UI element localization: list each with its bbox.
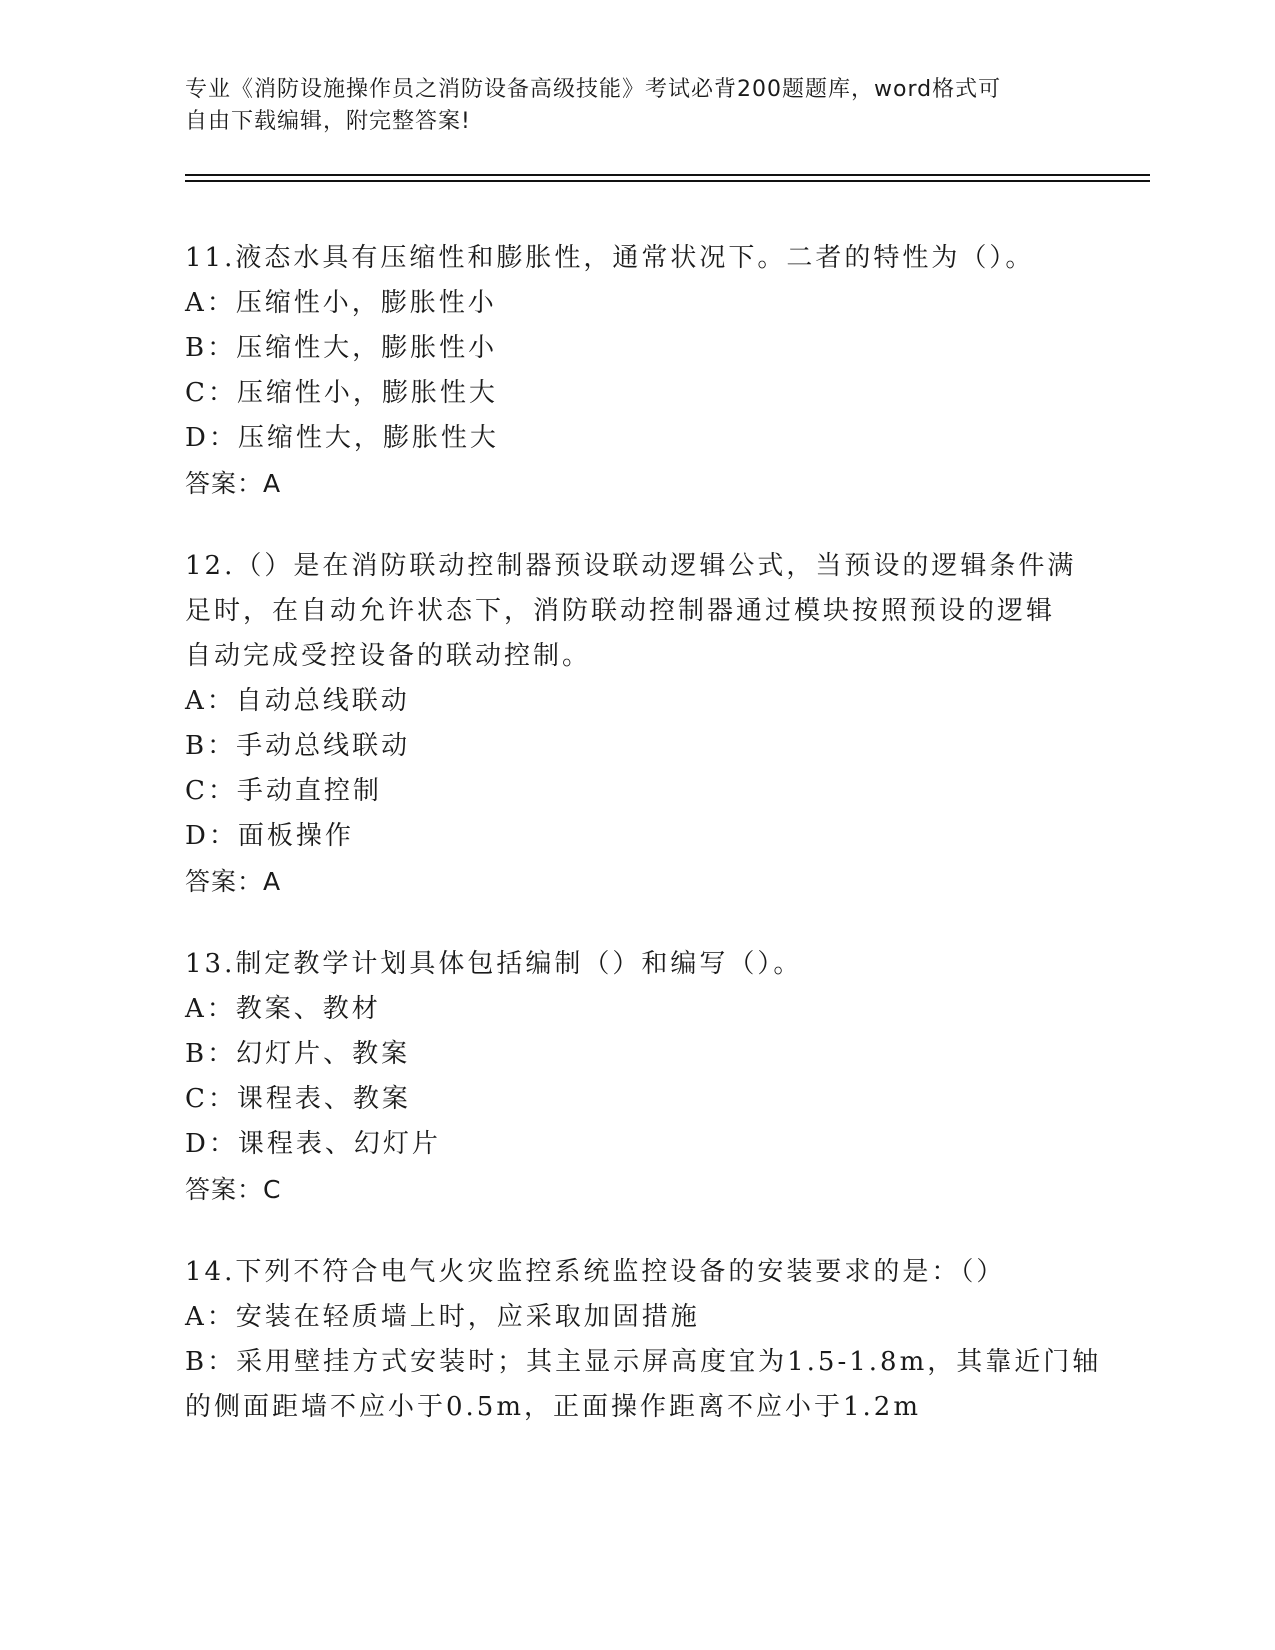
header-rule-top — [185, 174, 1150, 176]
question-stem: 11.液态水具有压缩性和膨胀性，通常状况下。二者的特性为（）。 — [185, 243, 1035, 273]
question-stem-line-1: 12.（）是在消防联动控制器预设联动逻辑公式，当预设的逻辑条件满 — [185, 551, 1077, 581]
option-a: A：自动总线联动 — [185, 686, 410, 716]
option-d: D：面板操作 — [185, 821, 354, 851]
question-13 — [185, 942, 1085, 1212]
answer-label: 答案：C — [185, 1175, 282, 1204]
option-b: B：压缩性大，膨胀性小 — [185, 333, 498, 363]
option-a: A：教案、教材 — [185, 994, 381, 1024]
option-c: C：压缩性小，膨胀性大 — [185, 378, 498, 408]
question-11 — [185, 236, 1085, 506]
option-b-line-1: B：采用壁挂方式安装时；其主显示屏高度宜为1.5-1.8m，其靠近门轴 — [185, 1347, 1102, 1377]
question-stem: 14.下列不符合电气火灾监控系统监控设备的安装要求的是：（） — [185, 1257, 1006, 1287]
question-stem-line-3: 自动完成受控设备的联动控制。 — [185, 641, 592, 671]
question-list — [185, 236, 1102, 1468]
document-header — [185, 74, 1065, 138]
question-12 — [185, 544, 1085, 904]
answer-label: 答案：A — [185, 469, 282, 498]
header-line-2: 自由下载编辑，附完整答案! — [185, 109, 471, 134]
answer-label: 答案：A — [185, 867, 282, 896]
option-c: C：手动直控制 — [185, 776, 382, 806]
question-stem-line-2: 足时，在自动允许状态下，消防联动控制器通过模块按照预设的逻辑 — [185, 596, 1056, 626]
header-line-1: 专业《消防设施操作员之消防设备高级技能》考试必背200题题库，word格式可 — [185, 77, 1002, 102]
question-stem: 13.制定教学计划具体包括编制（）和编写（）。 — [185, 949, 803, 979]
option-b: B：手动总线联动 — [185, 731, 411, 761]
option-d: D：压缩性大，膨胀性大 — [185, 423, 499, 453]
option-a: A：压缩性小，膨胀性小 — [185, 288, 497, 318]
option-b-line-2: 的侧面距墙不应小于0.5m，正面操作距离不应小于1.2m — [185, 1392, 922, 1422]
option-a: A：安装在轻质墙上时，应采取加固措施 — [185, 1302, 700, 1332]
question-14 — [185, 1250, 1102, 1430]
option-d: D：课程表、幻灯片 — [185, 1129, 441, 1159]
option-b: B：幻灯片、教案 — [185, 1039, 411, 1069]
header-rule-bottom — [185, 180, 1150, 182]
option-c: C：课程表、教案 — [185, 1084, 411, 1114]
